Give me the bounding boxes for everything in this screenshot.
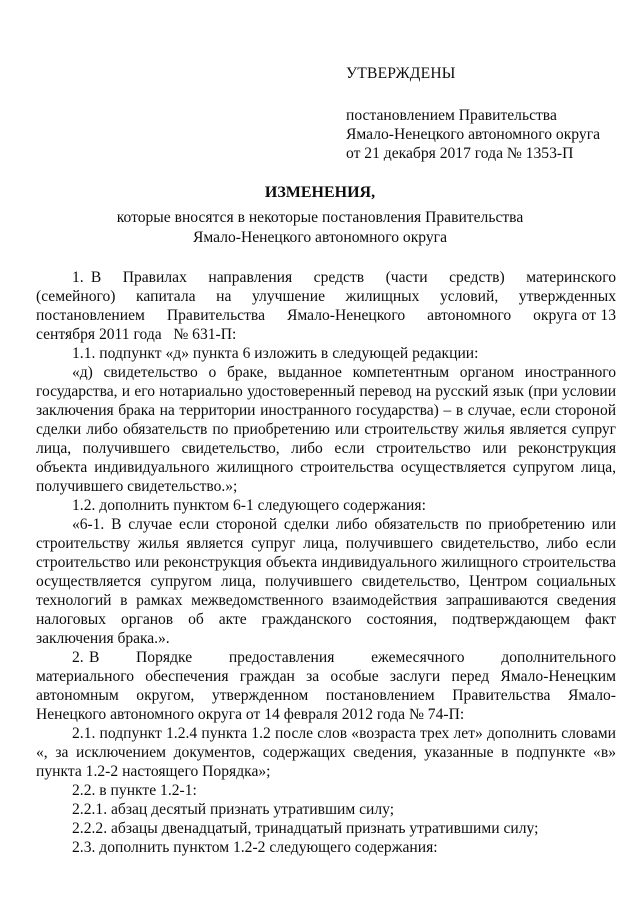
document-subtitle-line: которые вносятся в некоторые постановления Правительства: [116, 209, 524, 226]
document-body: [36, 268, 620, 857]
approval-line: от 21 декабря 2017 года № 1353-П: [346, 145, 574, 162]
paragraph: 2.2.1. абзац десятый признать утратившим силу;: [72, 801, 395, 818]
document-subtitle-line: Ямало-Ненецкого автономного округа: [192, 229, 447, 246]
paragraph: «6-1. В случае если стороной сделки либо обязательств по приобретению или строительству жилья является супруг лица, получившего свидетельство, либо если строительство или реконструкция объекта индивидуального жилищного строительства осуществляется супругом лица, получившего свидетельство, Центром социальных технологий в рамках межведомственного взаимодействия запрашиваются сведения налоговых органов об акте гражданского состояния, подтверждающем факт заключения брака.».: [36, 516, 616, 647]
paragraph: 1.2. дополнить пунктом 6-1 следующего содержания:: [72, 497, 426, 514]
approval-line: Ямало-Ненецкого автономного округа: [346, 126, 601, 143]
paragraph: «д) свидетельство о браке, выданное компетентным органом иностранного государства, и его нотариально удостоверенный перевод на русский язык (при условии заключения брака на территории иностранного государства) – в случае, если стороной сделки либо обязательств по приобретению или строительству жилья является супруг лица, получившего свидетельство, либо если строительство или реконструкция объекта индивидуального жилищного строительства осуществляется супругом лица, получившего свидетельство.»;: [36, 364, 616, 495]
approval-heading: УТВЕРЖДЕНЫ: [346, 65, 456, 82]
paragraph: 2.1. подпункт 1.2.4 пункта 1.2 после слов «возраста трех лет» дополнить словами «, за исключением документов, содержащих сведения, указанные в подпункте «в» пункта 1.2-2 настоящего Порядка»;: [36, 725, 616, 780]
paragraph: 2.2. в пункте 1.2-1:: [72, 782, 197, 799]
approval-line: постановлением Правительства: [346, 107, 557, 124]
paragraph: 1. В Правилах направления средств (части средств) материнского (семейного) капитала на улучшение жилищных условий, утвержденных постановлением Правительства Ямало-Ненецкого автономного округа от 13 сентября 2011 года № 631-П:: [36, 269, 620, 343]
paragraph: 2.2.2. абзацы двенадцатый, тринадцатый признать утратившими силу;: [72, 820, 539, 837]
approval-block: [346, 64, 616, 163]
paragraph: 2.3. дополнить пунктом 1.2-2 следующего содержания:: [72, 839, 438, 856]
document-title: ИЗМЕНЕНИЯ,: [264, 184, 376, 201]
paragraph: 2. В Порядке предоставления ежемесячного дополнительного материального обеспечения граждан за особые заслуги перед Ямало-Ненецким автономным округом, утвержденном постановлением Правительства Ямало-Ненецкого автономного округа от 14 февраля 2012 года № 74-П:: [36, 649, 620, 723]
paragraph: 1.1. подпункт «д» пункта 6 изложить в следующей редакции:: [72, 345, 479, 362]
